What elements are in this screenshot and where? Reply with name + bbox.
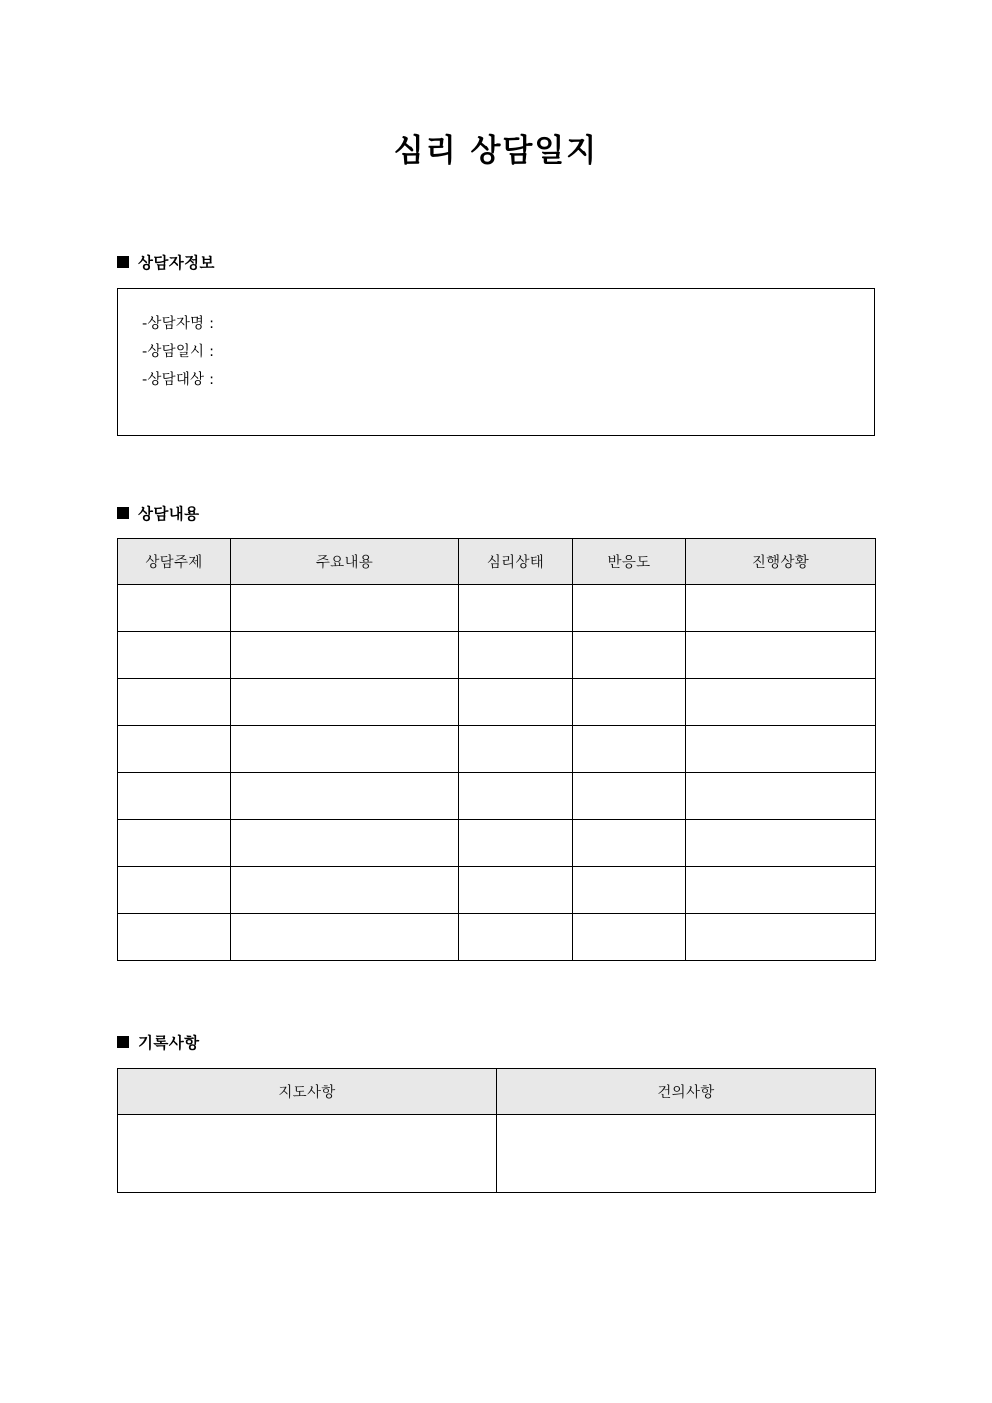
- cell-main-content[interactable]: [231, 820, 459, 867]
- cell-suggestions[interactable]: [497, 1115, 876, 1193]
- cell-psych-state[interactable]: [459, 726, 573, 773]
- cell-progress[interactable]: [686, 632, 876, 679]
- cell-progress[interactable]: [686, 820, 876, 867]
- column-header-main-content: 주요내용: [231, 539, 459, 585]
- cell-psych-state[interactable]: [459, 773, 573, 820]
- column-header-psych-state: 심리상태: [459, 539, 573, 585]
- cell-progress[interactable]: [686, 585, 876, 632]
- cell-topic[interactable]: [118, 914, 231, 961]
- cell-topic[interactable]: [118, 679, 231, 726]
- square-bullet-icon: [117, 256, 129, 268]
- table-row: [118, 773, 876, 820]
- column-header-suggestions: 건의사항: [497, 1069, 876, 1115]
- section-heading-label: 상담자정보: [138, 254, 215, 272]
- section-heading-label: 기록사항: [138, 1034, 200, 1052]
- cell-progress[interactable]: [686, 679, 876, 726]
- cell-responsiveness[interactable]: [573, 914, 686, 961]
- cell-topic[interactable]: [118, 773, 231, 820]
- cell-progress[interactable]: [686, 726, 876, 773]
- cell-main-content[interactable]: [231, 585, 459, 632]
- cell-main-content[interactable]: [231, 773, 459, 820]
- cell-responsiveness[interactable]: [573, 867, 686, 914]
- column-header-guidance: 지도사항: [118, 1069, 497, 1115]
- section-heading-label: 상담내용: [138, 505, 200, 523]
- counseling-content-table: [117, 538, 876, 961]
- counselor-name-field-label: -상담자명 :: [142, 316, 215, 332]
- square-bullet-icon: [117, 507, 129, 519]
- table-row: [118, 914, 876, 961]
- table-header-row: [118, 1069, 876, 1115]
- table-row: [118, 726, 876, 773]
- table-row: [118, 632, 876, 679]
- cell-main-content[interactable]: [231, 726, 459, 773]
- cell-main-content[interactable]: [231, 867, 459, 914]
- square-bullet-icon: [117, 1036, 129, 1048]
- record-items-table-body: [118, 1115, 876, 1193]
- counseling-datetime-field-label: -상담일시 :: [142, 344, 215, 360]
- counseling-subject-field-label: -상담대상 :: [142, 372, 215, 388]
- cell-main-content[interactable]: [231, 914, 459, 961]
- cell-responsiveness[interactable]: [573, 726, 686, 773]
- cell-progress[interactable]: [686, 773, 876, 820]
- table-row: [118, 585, 876, 632]
- section-heading-record-items: [117, 1031, 200, 1053]
- cell-main-content[interactable]: [231, 632, 459, 679]
- cell-main-content[interactable]: [231, 679, 459, 726]
- cell-psych-state[interactable]: [459, 585, 573, 632]
- cell-responsiveness[interactable]: [573, 679, 686, 726]
- section-heading-counselor-info: [117, 251, 215, 273]
- table-row: [118, 1115, 876, 1193]
- table-row: [118, 867, 876, 914]
- record-items-table: [117, 1068, 876, 1193]
- cell-topic[interactable]: [118, 726, 231, 773]
- cell-responsiveness[interactable]: [573, 632, 686, 679]
- cell-psych-state[interactable]: [459, 632, 573, 679]
- cell-topic[interactable]: [118, 867, 231, 914]
- counseling-content-table-body: [118, 585, 876, 961]
- section-heading-counseling-content: [117, 502, 200, 524]
- column-header-topic: 상담주제: [118, 539, 231, 585]
- table-header-row: [118, 539, 876, 585]
- cell-guidance[interactable]: [118, 1115, 497, 1193]
- table-row: [118, 820, 876, 867]
- cell-progress[interactable]: [686, 914, 876, 961]
- cell-topic[interactable]: [118, 820, 231, 867]
- cell-responsiveness[interactable]: [573, 820, 686, 867]
- column-header-responsiveness: 반응도: [573, 539, 686, 585]
- cell-responsiveness[interactable]: [573, 773, 686, 820]
- cell-topic[interactable]: [118, 632, 231, 679]
- counselor-info-box[interactable]: [117, 288, 875, 436]
- cell-psych-state[interactable]: [459, 679, 573, 726]
- page-title: 심리 상담일지: [393, 133, 599, 169]
- cell-psych-state[interactable]: [459, 914, 573, 961]
- column-header-progress: 진행상황: [686, 539, 876, 585]
- cell-psych-state[interactable]: [459, 820, 573, 867]
- counselor-info-field-list: [142, 310, 214, 394]
- cell-psych-state[interactable]: [459, 867, 573, 914]
- table-row: [118, 679, 876, 726]
- cell-topic[interactable]: [118, 585, 231, 632]
- cell-responsiveness[interactable]: [573, 585, 686, 632]
- cell-progress[interactable]: [686, 867, 876, 914]
